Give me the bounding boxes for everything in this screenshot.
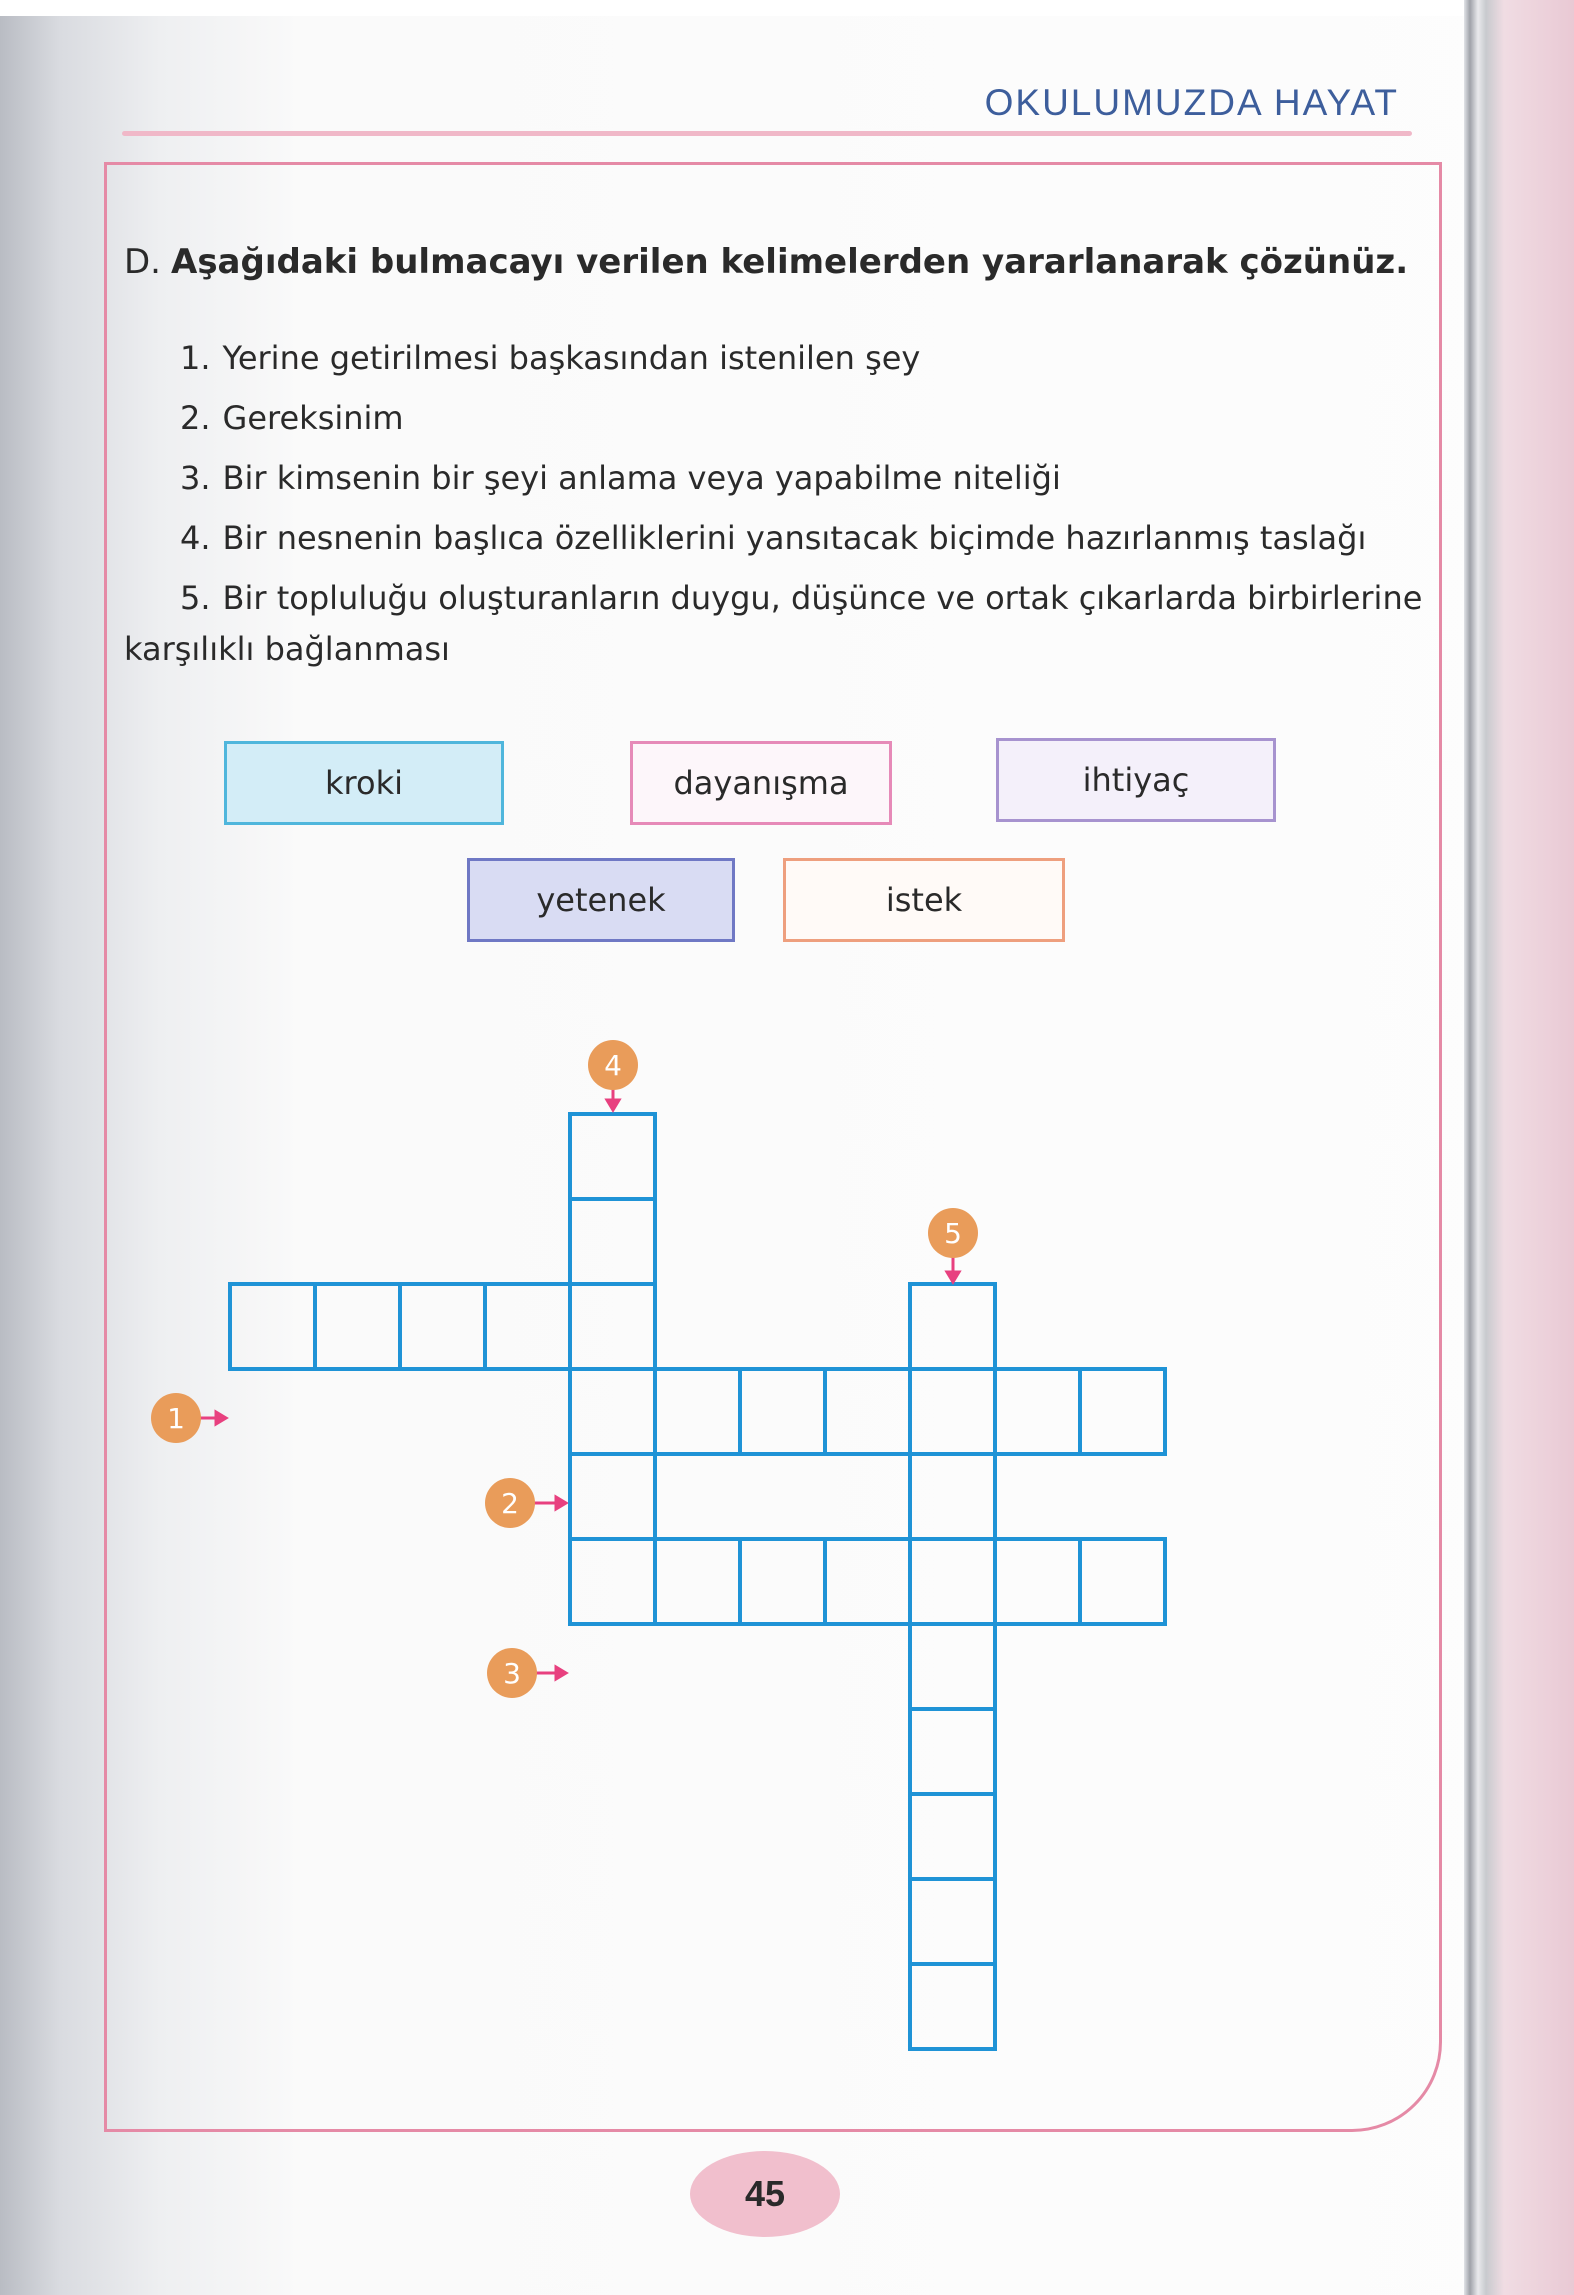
clue-badge-label: 2 [501, 1487, 519, 1520]
grid-cell[interactable] [570, 1114, 655, 1199]
clue-text: Bir kimsenin bir şeyi anlama veya yapabilme niteliği [222, 459, 1061, 497]
grid-cell[interactable] [910, 1624, 995, 1709]
grid-cell[interactable] [740, 1369, 825, 1454]
grid-cell[interactable] [825, 1369, 910, 1454]
clue-arrowhead-icon [216, 1412, 226, 1424]
grid-cell[interactable] [910, 1369, 995, 1454]
word-box-istek: istek [783, 858, 1065, 942]
grid-cell[interactable] [910, 1284, 995, 1369]
clue-number: 5. [180, 579, 211, 617]
clue-text: Gereksinim [222, 399, 404, 437]
clue-badge-label: 3 [503, 1657, 521, 1690]
grid-cell[interactable] [230, 1284, 315, 1369]
clue-number: 1. [180, 339, 211, 377]
grid-cell[interactable] [910, 1454, 995, 1539]
grid-cell[interactable] [485, 1284, 570, 1369]
grid-cell[interactable] [400, 1284, 485, 1369]
clue-text: Bir nesnenin başlıca özelliklerini yansıtacak biçimde hazırlanmış taslağı [222, 519, 1367, 557]
page-header-title: OKULUMUZDA HAYAT [984, 82, 1399, 123]
grid-cell[interactable] [655, 1539, 740, 1624]
grid-cell[interactable] [315, 1284, 400, 1369]
grid-cell[interactable] [570, 1454, 655, 1539]
grid-cell[interactable] [570, 1539, 655, 1624]
clue-arrowhead-icon [607, 1100, 619, 1110]
word-box-kroki: kroki [224, 741, 504, 825]
grid-cell[interactable] [910, 1794, 995, 1879]
clue-badge-label: 5 [944, 1217, 962, 1250]
grid-cell[interactable] [570, 1199, 655, 1284]
word-box-yetenek: yetenek [467, 858, 735, 942]
clue-5-continuation: karşılıklı bağlanması [124, 630, 450, 668]
grid-cell[interactable] [995, 1539, 1080, 1624]
grid-cell[interactable] [570, 1284, 655, 1369]
clue-arrowhead-icon [947, 1272, 959, 1282]
grid-cell[interactable] [995, 1369, 1080, 1454]
grid-cell[interactable] [825, 1539, 910, 1624]
grid-cell[interactable] [740, 1539, 825, 1624]
clue-badge-label: 1 [167, 1402, 185, 1435]
clue-text: Bir topluluğu oluşturanların duygu, düşünce ve ortak çıkarlarda birbirlerine [222, 579, 1423, 617]
clue-arrowhead-icon [556, 1497, 566, 1509]
clue-arrowhead-icon [556, 1667, 566, 1679]
instruction-text: Aşağıdaki bulmacayı verilen kelimelerden yararlanarak çözünüz. [171, 242, 1409, 282]
grid-cell[interactable] [1080, 1539, 1165, 1624]
clue-badge-label: 4 [604, 1049, 622, 1082]
clue-number: 2. [180, 399, 211, 437]
grid-cell[interactable] [655, 1369, 740, 1454]
page-number: 45 [690, 2151, 840, 2237]
word-box-ihtiyac: ihtiyaç [996, 738, 1276, 822]
clue-number: 4. [180, 519, 211, 557]
grid-cell[interactable] [570, 1369, 655, 1454]
grid-cell[interactable] [910, 1709, 995, 1794]
clue-text: Yerine getirilmesi başkasından istenilen şey [222, 339, 921, 377]
instruction-letter: D. [124, 242, 161, 282]
word-box-dayanisma: dayanışma [630, 741, 892, 825]
grid-cell[interactable] [910, 1879, 995, 1964]
clue-number: 3. [180, 459, 211, 497]
grid-cell[interactable] [910, 1964, 995, 2049]
grid-cell[interactable] [1080, 1369, 1165, 1454]
grid-cell[interactable] [910, 1539, 995, 1624]
